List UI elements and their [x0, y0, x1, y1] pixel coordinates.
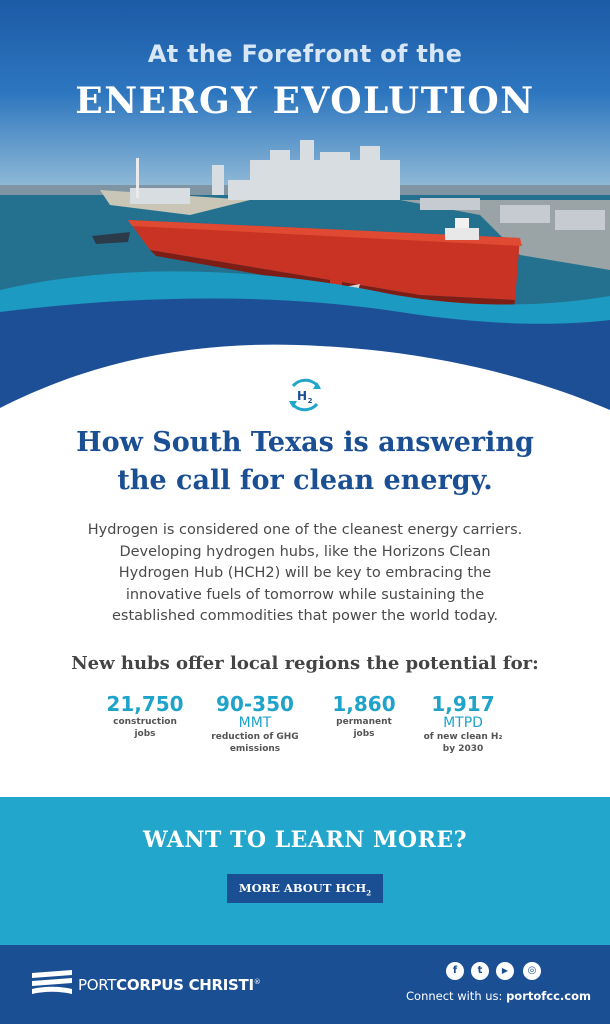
connect-line: [406, 989, 591, 1003]
headline-line-1: How South Texas is answering: [76, 427, 534, 458]
headline: [0, 424, 610, 500]
intro-line: Hydrogen is considered one of the cleanest energy carriers.: [87, 522, 523, 538]
brand-wordmark[interactable]: [78, 976, 260, 994]
h2-cycle-icon: [284, 374, 326, 416]
svg-text:H: H: [296, 389, 308, 403]
stats-row: [90, 692, 520, 762]
more-about-hch2-button[interactable]: [227, 874, 383, 903]
stat-label: by 2030: [442, 744, 484, 754]
intro-paragraph: [70, 520, 540, 628]
brand-port: PORT: [78, 976, 117, 994]
stat-label: construction: [113, 717, 177, 727]
intro-line: Hydrogen Hub (HCH2) will be key to embracing the: [118, 565, 492, 581]
website-link[interactable]: portofcc.com: [506, 989, 591, 1003]
stat-label: of new clean H₂: [423, 732, 503, 742]
stat-unit: MMT: [238, 715, 272, 731]
svg-text:2: 2: [307, 397, 313, 405]
brand-registered: ®: [253, 978, 261, 986]
stat-label: emissions: [229, 744, 281, 754]
stat-clean-hydrogen: [408, 692, 518, 755]
port-logo-icon[interactable]: [30, 967, 74, 1001]
stat-value: 1,860: [332, 692, 396, 716]
headline-line-2: the call for clean energy.: [117, 465, 493, 496]
intro-line: established commodities that power the world today.: [112, 608, 498, 624]
stat-permanent-jobs: [309, 692, 419, 740]
stat-ghg-reduction: [200, 692, 310, 755]
stat-value: 90-350: [216, 692, 294, 716]
hero-subtitle: At the Forefront of the: [147, 40, 463, 68]
hero-title: ENERGY EVOLUTION: [75, 80, 535, 122]
cta-section: [0, 797, 610, 945]
cta-heading: WANT TO LEARN MORE?: [142, 827, 468, 853]
hero-banner: [0, 0, 610, 420]
stat-value: 21,750: [106, 692, 184, 716]
youtube-icon[interactable]: ▶: [496, 962, 514, 980]
facebook-icon[interactable]: f: [446, 962, 464, 980]
cta-button-subscript: 2: [366, 888, 372, 898]
connect-prefix: Connect with us:: [406, 989, 503, 1003]
stat-label: permanent: [336, 717, 392, 727]
cta-button-label: MORE ABOUT HCH: [238, 881, 367, 895]
refinery: [130, 140, 400, 204]
twitter-icon[interactable]: t: [471, 962, 489, 980]
brand-corpus-christi: CORPUS CHRISTI: [116, 976, 254, 994]
stat-label: jobs: [353, 729, 375, 739]
stat-construction-jobs: [90, 692, 200, 740]
stat-value: 1,917: [431, 692, 495, 716]
footer: [0, 945, 610, 1024]
intro-line: Developing hydrogen hubs, like the Horizons Clean: [119, 543, 491, 560]
stat-label: reduction of GHG: [211, 732, 299, 742]
intro-line: innovative fuels of tomorrow while sustaining the: [125, 586, 485, 603]
stat-unit: MTPD: [443, 715, 483, 731]
stat-label: jobs: [134, 729, 156, 739]
stats-heading: New hubs offer local regions the potential for:: [71, 653, 539, 674]
instagram-icon[interactable]: ◎: [523, 962, 541, 980]
